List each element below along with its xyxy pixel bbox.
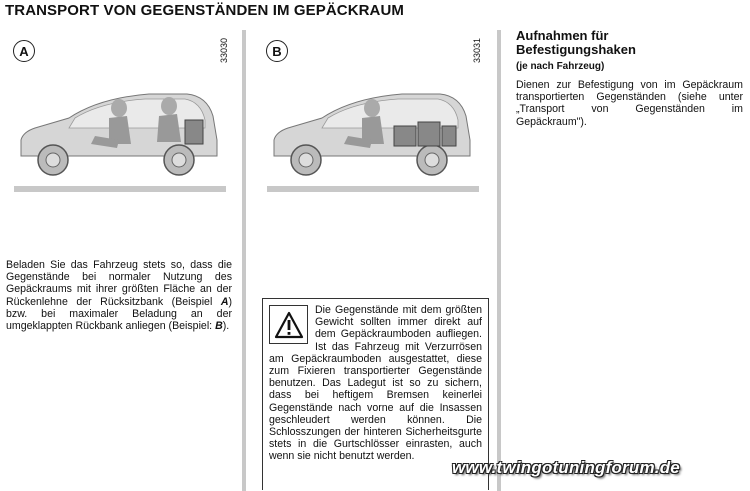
car-side-icon bbox=[262, 36, 484, 196]
figure-a-label: A bbox=[13, 40, 35, 62]
figure-b bbox=[262, 36, 484, 196]
figure-a bbox=[9, 36, 231, 196]
page-title: TRANSPORT VON GEGENSTÄNDEN IM GEPÄCKRAUM bbox=[5, 2, 405, 19]
column-divider-1 bbox=[242, 30, 246, 491]
loading-paragraph: Beladen Sie das Fahrzeug stets so, dass die Gegenstände bei normaler Nutzung des Gepäckraums mit ihrer größten Fläche an der Rückenlehne der Rücksitzbank (Beispiel A) bzw. bei maximaler Beladung an der umgeklappten Rückbank anliegen (Beispiel: B). bbox=[6, 259, 232, 333]
warning-triangle-icon bbox=[269, 305, 308, 344]
section-heading: Aufnahmen für Befestigungshaken bbox=[516, 28, 636, 57]
warning-text: Die Gegenstände mit dem größten Gewicht sollten immer direkt auf dem Gepäckraumboden aufliegen. Ist das Fahrzeug mit Verzurrösen am Gepäckraumboden ausgestattet, diese zum Fixieren transportierter Gegenstände benutzen. Das Ladegut ist so zu sichern, dass bei heftigem Bremsen keinerlei Gegenstände nach vorne auf die Insassen geschleudert werden können. Die Schlosszungen der hinteren Sicherheitsgurte stets in die Gurtschlösser einrasten, auch wenn sie nicht benutzt werden. bbox=[269, 304, 482, 463]
column-divider-2 bbox=[497, 30, 501, 491]
car-side-icon bbox=[9, 36, 231, 196]
figure-a-ref: 33030 bbox=[219, 38, 229, 64]
figure-a-ground bbox=[14, 186, 226, 192]
section-text: Dienen zur Befestigung von im Gepäckraum transportierten Gegenständen (siehe unter „Transport von Gegenständen im Gepäckraum"). bbox=[516, 79, 743, 128]
section-subheading: (je nach Fahrzeug) bbox=[516, 61, 605, 72]
figure-b-ground bbox=[267, 186, 479, 192]
watermark: www.twingotuningforum.de bbox=[452, 458, 680, 477]
figure-b-ref: 33031 bbox=[472, 38, 482, 64]
figure-b-label: B bbox=[266, 40, 288, 62]
